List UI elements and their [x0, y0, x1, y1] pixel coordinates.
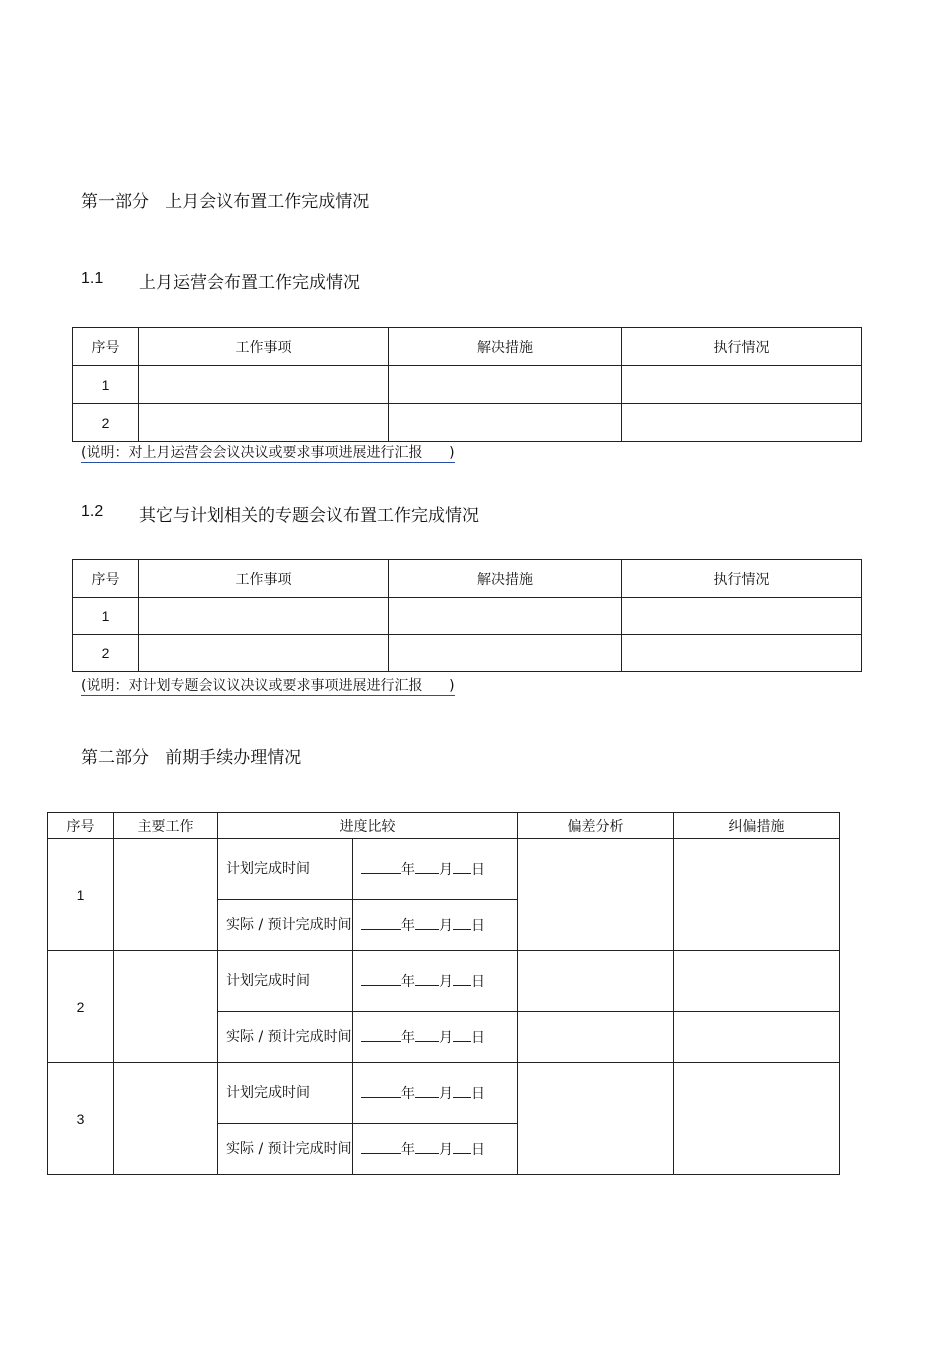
note-1-2: (说明：对计划专题会议议决议或要求事项进展进行汇报 ) — [81, 678, 455, 694]
header-seq: 序号 — [48, 813, 114, 839]
header-solution: 解决措施 — [389, 560, 622, 598]
cell-execution[interactable] — [622, 635, 862, 672]
cell-execution[interactable] — [622, 598, 862, 635]
header-solution: 解决措施 — [389, 328, 622, 366]
section-1-2-title: 其它与计划相关的专题会议布置工作完成情况 — [139, 506, 479, 526]
cell-correction[interactable] — [674, 951, 840, 1012]
cell-deviation[interactable] — [518, 1012, 674, 1063]
row-seq: 2 — [73, 404, 139, 442]
planned-date[interactable]: 年 月 日 — [353, 951, 518, 1012]
header-deviation: 偏差分析 — [518, 813, 674, 839]
table-1-2 — [72, 559, 862, 672]
row-seq: 1 — [73, 366, 139, 404]
actual-label: 实际 / 预计完成时间 — [218, 900, 353, 951]
planned-date[interactable]: 年 月 日 — [353, 839, 518, 900]
row-seq: 2 — [73, 635, 139, 672]
table-row — [73, 404, 862, 442]
section-1-2-number: 1.2 — [81, 503, 104, 520]
section-1-1-number: 1.1 — [81, 270, 104, 287]
actual-date[interactable]: 年 月 日 — [353, 1124, 518, 1175]
cell-correction[interactable] — [674, 1063, 840, 1175]
planned-label: 计划完成时间 — [218, 1063, 353, 1124]
cell-work-item[interactable] — [139, 598, 389, 635]
cell-main-work[interactable] — [114, 951, 218, 1063]
part1-title: 第一部分 上月会议布置工作完成情况 — [81, 192, 370, 212]
header-execution: 执行情况 — [622, 560, 862, 598]
cell-work-item[interactable] — [139, 635, 389, 672]
cell-deviation[interactable] — [518, 839, 674, 951]
cell-correction[interactable] — [674, 839, 840, 951]
actual-date[interactable]: 年 月 日 — [353, 1012, 518, 1063]
planned-label: 计划完成时间 — [218, 951, 353, 1012]
row-seq: 3 — [48, 1063, 114, 1175]
cell-deviation[interactable] — [518, 1063, 674, 1175]
header-seq: 序号 — [73, 328, 139, 366]
row-seq: 1 — [48, 839, 114, 951]
cell-work-item[interactable] — [139, 404, 389, 442]
cell-work-item[interactable] — [139, 366, 389, 404]
note-1-1: (说明：对上月运营会会议决议或要求事项进展进行汇报 ) — [81, 445, 455, 461]
header-correction: 纠偏措施 — [674, 813, 840, 839]
table-row — [48, 839, 840, 900]
header-execution: 执行情况 — [622, 328, 862, 366]
actual-label: 实际 / 预计完成时间 — [218, 1124, 353, 1175]
cell-solution[interactable] — [389, 366, 622, 404]
table-row — [48, 1063, 840, 1124]
cell-execution[interactable] — [622, 404, 862, 442]
header-main-work: 主要工作 — [114, 813, 218, 839]
section-1-1-title: 上月运营会布置工作完成情况 — [139, 273, 360, 293]
table-1-1 — [72, 327, 862, 442]
table-row — [73, 366, 862, 404]
cell-main-work[interactable] — [114, 839, 218, 951]
planned-label: 计划完成时间 — [218, 839, 353, 900]
cell-correction[interactable] — [674, 1012, 840, 1063]
header-progress: 进度比较 — [218, 813, 518, 839]
cell-solution[interactable] — [389, 598, 622, 635]
table-part2 — [47, 812, 840, 1175]
actual-label: 实际 / 预计完成时间 — [218, 1012, 353, 1063]
table-row — [73, 598, 862, 635]
cell-deviation[interactable] — [518, 951, 674, 1012]
header-work-item: 工作事项 — [139, 328, 389, 366]
planned-date[interactable]: 年 月 日 — [353, 1063, 518, 1124]
cell-execution[interactable] — [622, 366, 862, 404]
cell-main-work[interactable] — [114, 1063, 218, 1175]
table-row — [73, 635, 862, 672]
actual-date[interactable]: 年 月 日 — [353, 900, 518, 951]
row-seq: 1 — [73, 598, 139, 635]
row-seq: 2 — [48, 951, 114, 1063]
part2-title: 第二部分 前期手续办理情况 — [81, 748, 302, 768]
cell-solution[interactable] — [389, 635, 622, 672]
table-row — [48, 951, 840, 1012]
header-work-item: 工作事项 — [139, 560, 389, 598]
header-seq: 序号 — [73, 560, 139, 598]
cell-solution[interactable] — [389, 404, 622, 442]
